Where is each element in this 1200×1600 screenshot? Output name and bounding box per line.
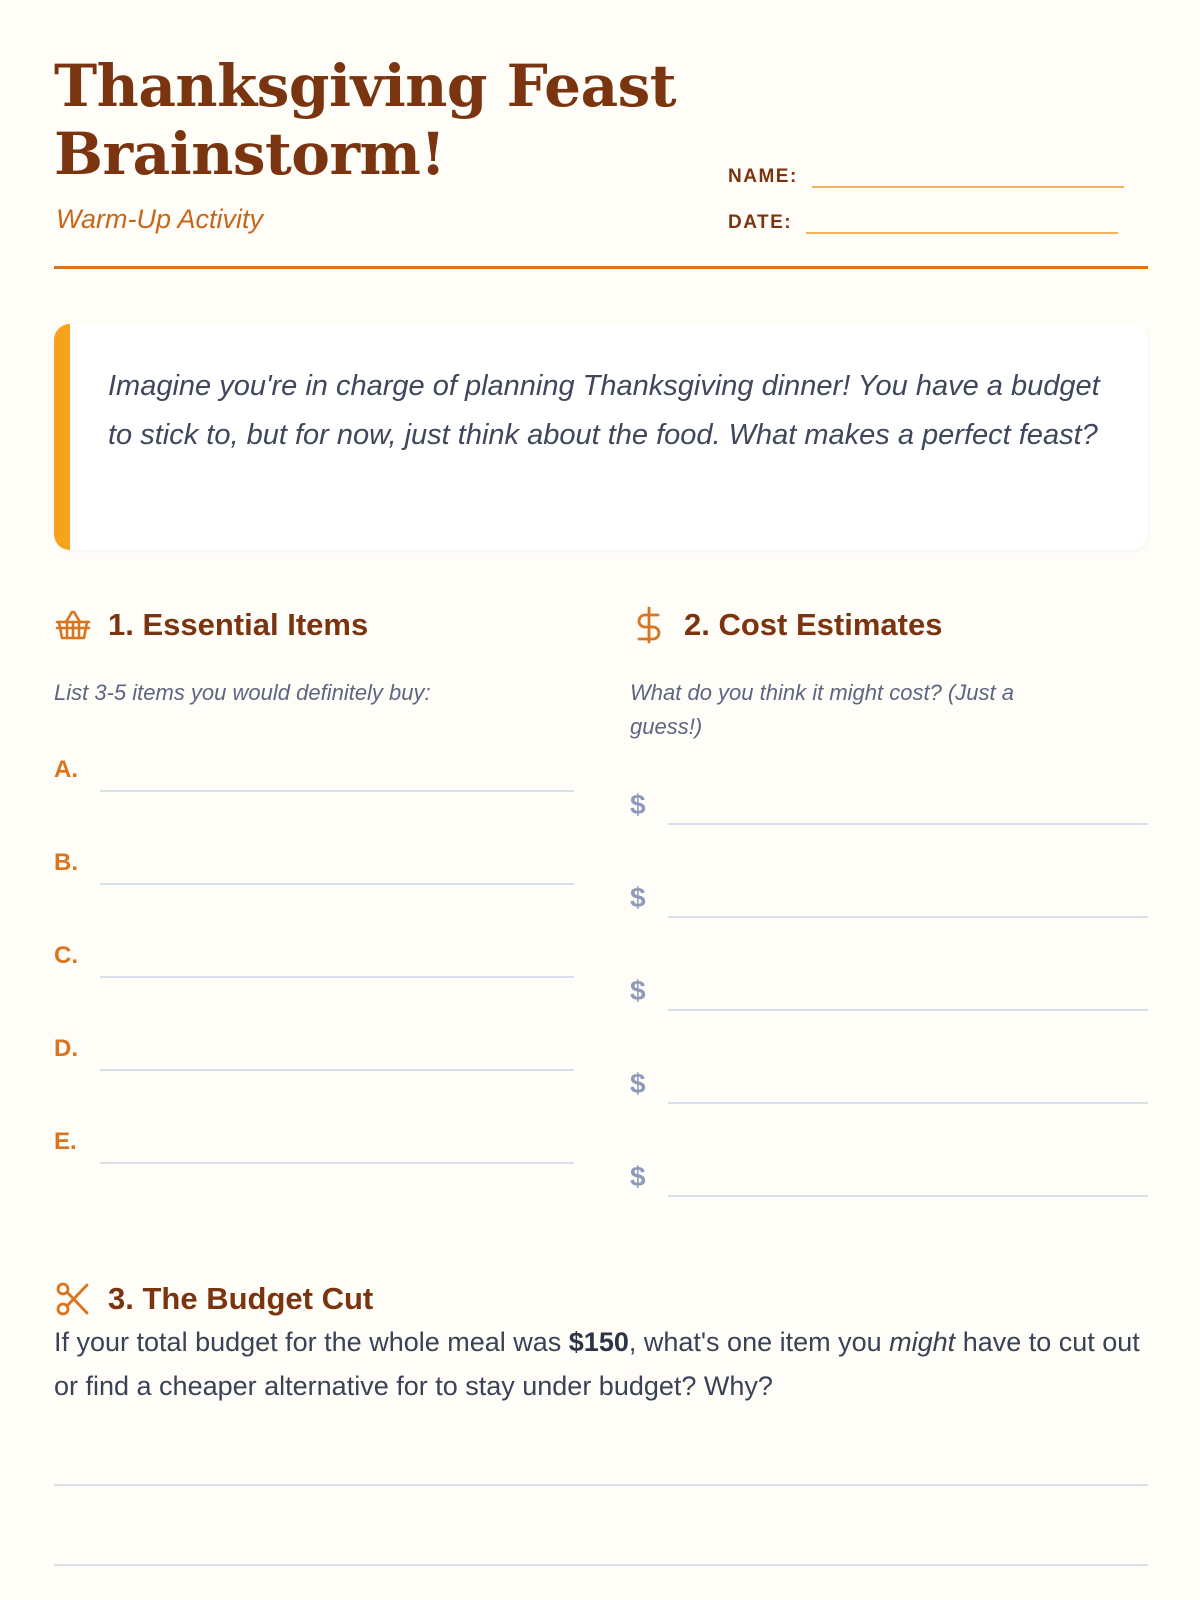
item-input[interactable] [100, 1122, 574, 1164]
item-row [54, 938, 574, 978]
budget-cut-heading: 3. The Budget Cut [108, 1281, 374, 1316]
question-emphasis: might [889, 1327, 956, 1357]
budget-cut-header [54, 1280, 373, 1318]
cost-input[interactable] [668, 1155, 1148, 1197]
cost-row [630, 878, 1148, 918]
answer-line[interactable] [54, 1564, 1148, 1566]
currency-symbol: $ [630, 1068, 646, 1099]
item-letter: B. [54, 849, 78, 876]
scissors-icon [54, 1280, 92, 1318]
item-letter: C. [54, 942, 78, 969]
essentials-prompt: List 3-5 items you would definitely buy: [54, 680, 431, 705]
item-row [54, 845, 574, 885]
cost-row [630, 1157, 1148, 1197]
page-subtitle: Warm-Up Activity [56, 204, 264, 234]
cost-row [630, 1064, 1148, 1104]
page-title [54, 52, 676, 188]
item-row [54, 752, 574, 792]
currency-symbol: $ [630, 975, 646, 1006]
item-letter: D. [54, 1035, 78, 1062]
cost-row [630, 971, 1148, 1011]
budget-amount: $150 [568, 1327, 629, 1357]
header-divider [54, 266, 1148, 269]
cost-input[interactable] [668, 876, 1148, 918]
essentials-header [54, 606, 368, 644]
item-letter: E. [54, 1128, 77, 1155]
basket-icon [54, 606, 92, 644]
worksheet-page [54, 0, 1148, 1600]
item-letter: A. [54, 756, 78, 783]
cost-row [630, 785, 1148, 825]
cost-input[interactable] [668, 783, 1148, 825]
question-text: , what's one item you [628, 1327, 890, 1357]
costs-heading: 2. Cost Estimates [684, 607, 943, 642]
item-row [54, 1031, 574, 1071]
budget-cut-question [54, 1320, 1148, 1408]
question-text: If your total budget for the whole meal was [54, 1327, 569, 1357]
item-row [54, 1124, 574, 1164]
name-field-row [728, 156, 1124, 188]
date-field[interactable] [806, 202, 1118, 234]
currency-symbol: $ [630, 882, 646, 913]
cost-input[interactable] [668, 1062, 1148, 1104]
cost-input[interactable] [668, 969, 1148, 1011]
item-input[interactable] [100, 1029, 574, 1071]
currency-symbol: $ [630, 1161, 646, 1192]
item-input[interactable] [100, 843, 574, 885]
item-input[interactable] [100, 750, 574, 792]
intro-callout [54, 324, 1148, 550]
intro-text: Imagine you're in charge of planning Thanksgiving dinner! You have a budget to stick to, but for now, just think about the food. What makes a perfect feast? [108, 370, 1100, 451]
essentials-heading: 1. Essential Items [108, 607, 369, 642]
dollar-icon [630, 606, 668, 644]
name-field[interactable] [812, 156, 1124, 188]
question-text: have to cut out or find a cheaper alternative for to stay under budget? Why? [54, 1327, 1140, 1401]
title-line-1: Thanksgiving Feast [54, 52, 677, 120]
answer-line[interactable] [54, 1484, 1148, 1486]
date-label: DATE: [728, 212, 793, 233]
title-line-2: Brainstorm! [54, 120, 446, 188]
costs-header [630, 606, 942, 644]
date-field-row [728, 202, 1118, 234]
name-label: NAME: [728, 166, 798, 187]
item-input[interactable] [100, 936, 574, 978]
currency-symbol: $ [630, 789, 646, 820]
costs-prompt: What do you think it might cost? (Just a guess!) [630, 680, 1014, 739]
